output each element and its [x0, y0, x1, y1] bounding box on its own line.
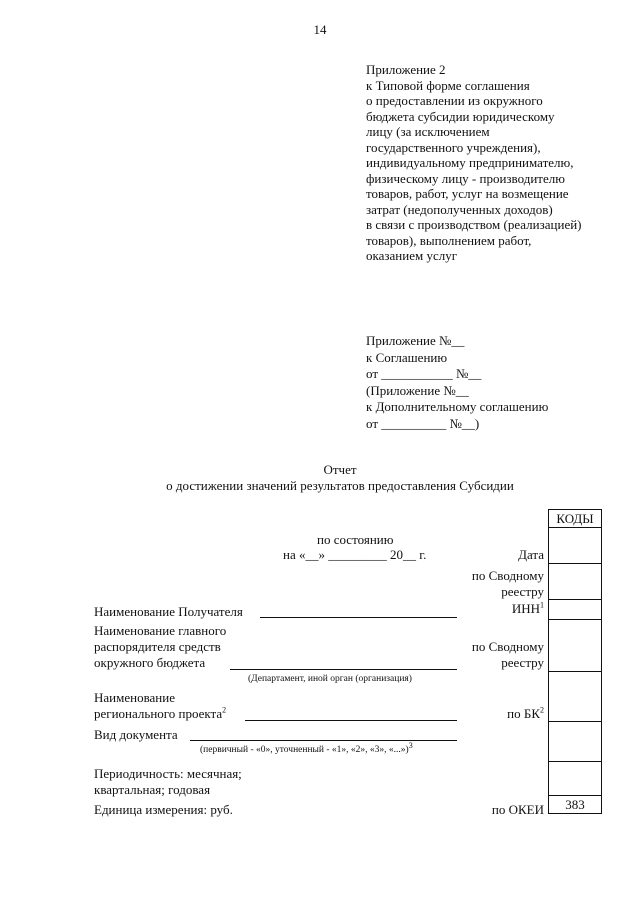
code-okei-cell: 383	[549, 796, 602, 814]
codes-table	[548, 509, 602, 814]
code-svod1-cell[interactable]	[549, 564, 602, 600]
bk-label	[507, 706, 544, 722]
main-manager-label-1: Наименование главного	[94, 623, 227, 638]
regional-project-field[interactable]	[245, 720, 457, 721]
report-title: Отчет	[323, 462, 357, 477]
appendix-header-line: индивидуальному предпринимателю,	[366, 155, 574, 170]
report-subtitle: о достижении значений результатов предоставления Субсидии	[166, 478, 514, 493]
regional-project-text: регионального проекта	[94, 706, 223, 721]
main-manager-label-2: распорядителя средств	[94, 639, 221, 654]
appendix-reference-line: (Приложение №__	[366, 382, 469, 398]
recipient-name-field[interactable]	[260, 617, 457, 618]
inn-label	[512, 601, 544, 617]
periodicity-label-1: Периодичность: месячная;	[94, 766, 242, 781]
regional-project-label-2	[94, 706, 226, 722]
footnote-3: 3	[408, 740, 413, 750]
code-svod2-cell[interactable]	[549, 620, 602, 672]
date-label: Дата	[518, 547, 544, 562]
appendix-reference-line: к Соглашению	[366, 349, 448, 365]
page-number: 14	[313, 22, 327, 37]
appendix-header-line: государственного учреждения),	[366, 139, 541, 155]
code-periodicity-cell[interactable]	[549, 762, 602, 796]
main-manager-field[interactable]	[230, 669, 457, 670]
main-manager-label-3: окружного бюджета	[94, 655, 206, 670]
code-doctype-cell[interactable]	[549, 722, 602, 762]
appendix-reference-line: Приложение №__	[366, 333, 465, 348]
unit-label: Единица измерения: руб.	[94, 802, 233, 817]
footnote-1: 1	[540, 600, 544, 610]
svod1-label-2: реестру	[501, 584, 544, 599]
appendix-header-line: затрат (недополученных доходов)	[366, 201, 553, 217]
inn-text: ИНН	[511, 601, 540, 616]
appendix-header-line: оказанием услуг	[366, 248, 458, 263]
department-note: (Департамент, иной орган (организация)	[248, 674, 412, 684]
doc-type-label: Вид документа	[94, 727, 178, 742]
appendix-header-line: Приложение 2	[366, 62, 446, 77]
codes-header: КОДЫ	[549, 510, 602, 528]
appendix-header-line: в связи с производством (реализацией)	[366, 217, 582, 232]
okei-label: по ОКЕИ	[491, 802, 544, 817]
code-date-cell[interactable]	[549, 528, 602, 564]
date-line[interactable]: на «__» _________ 20__ г.	[283, 547, 427, 562]
code-inn-cell[interactable]	[549, 600, 602, 620]
svod2-label-2: реестру	[501, 655, 544, 670]
footnote-2: 2	[222, 705, 227, 715]
appendix-header-line: физическому лицу - производителю	[366, 170, 565, 186]
svod1-label-1: по Сводному	[471, 568, 544, 583]
appendix-header-line: товаров, работ, услуг на возмещение	[366, 186, 569, 201]
appendix-reference	[366, 333, 548, 432]
svod2-label-1: по Сводному	[471, 639, 544, 654]
doc-type-field[interactable]	[190, 740, 457, 741]
periodicity-label-2: квартальная; годовая	[94, 782, 211, 797]
appendix-header-line: товаров), выполнением работ,	[366, 232, 532, 248]
appendix-reference-line: от ___________ №__	[366, 366, 482, 381]
regional-project-label-1: Наименование	[94, 690, 175, 705]
appendix-header-line: бюджета субсидии юридическому	[366, 108, 555, 124]
appendix-header-line: к Типовой форме соглашения	[366, 77, 530, 93]
appendix-reference-line: от __________ №__)	[366, 415, 480, 431]
footnote-2b: 2	[540, 705, 544, 715]
code-bk-cell[interactable]	[549, 672, 602, 722]
appendix-header-line: лицу (за исключением	[366, 124, 490, 139]
bk-text: по БК	[507, 706, 540, 721]
doc-type-note	[200, 740, 413, 755]
as-of-label: по состоянию	[317, 532, 394, 547]
appendix-header	[366, 62, 582, 264]
appendix-header-line: о предоставлении из окружного	[366, 93, 543, 108]
recipient-name-label: Наименование Получателя	[94, 604, 243, 619]
doc-type-note-text: (первичный - «0», уточненный - «1», «2», «3», «...»)	[200, 745, 409, 755]
appendix-reference-line: к Дополнительному соглашению	[366, 399, 549, 414]
